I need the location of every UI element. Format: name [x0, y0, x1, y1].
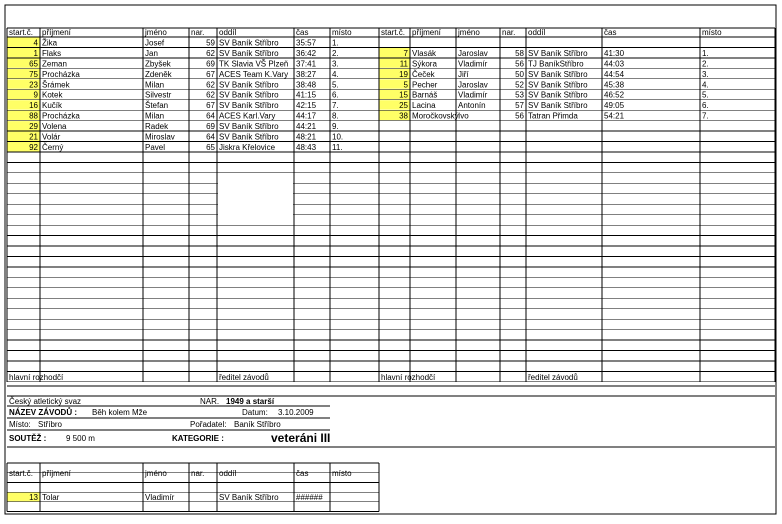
left-row-time: 48:21 [296, 132, 317, 142]
left-row-name: Zdeněk [145, 69, 172, 79]
right-row-place: 7. [702, 111, 709, 121]
left-header-surname: příjmení [42, 28, 71, 37]
right-row-surname: Sýkora [412, 59, 437, 69]
left-header-name: jméno [145, 28, 167, 37]
venue-value: Stříbro [38, 420, 63, 429]
left-row-time: 41:15 [296, 90, 317, 100]
right-row-name: Vladimír [458, 90, 488, 100]
right-chief-referee-label: hlavní rozhodčí [381, 373, 436, 382]
right-row-club: TJ BaníkStříbro [528, 59, 584, 69]
right-header-name: jméno [458, 28, 480, 37]
category-value: veteráni III [271, 431, 331, 445]
left-row-club: ACES Team K.Vary [219, 69, 289, 79]
right-row-place: 3. [702, 69, 709, 79]
left-row-club: SV Baník Stříbro [219, 122, 279, 132]
right-row-year: 56 [515, 111, 524, 121]
right-row-surname: Vlasák [412, 48, 437, 58]
union-name: Český atletický svaz [9, 397, 82, 406]
right-row-start: 11 [399, 59, 408, 69]
left-row-surname: Šrámek [42, 80, 70, 90]
right-row-surname: Čeček [412, 69, 435, 79]
left-row-start: 9 [33, 90, 38, 100]
category-label: KATEGORIE : [172, 434, 224, 443]
right-row-start: 38 [399, 111, 408, 121]
left-row-place: 11. [332, 142, 343, 152]
left-row-place: 9. [332, 122, 339, 132]
left-row-start: 1 [33, 48, 38, 58]
right-row-year: 57 [515, 101, 524, 111]
right-header-time: čas [604, 28, 617, 37]
right-row-place: 2. [702, 59, 709, 69]
left-row-place: 6. [332, 90, 339, 100]
left-header-year: nar. [191, 28, 205, 37]
left-row-start: 16 [29, 101, 38, 111]
contest-label: SOUTĚŽ : [9, 434, 47, 443]
right-row-time: 45:38 [604, 80, 625, 90]
right-row-club: SV Baník Stříbro [528, 69, 588, 79]
right-row-surname: Pecher [412, 80, 438, 90]
left-row-place: 3. [332, 59, 339, 69]
left-row-place: 2. [332, 48, 339, 58]
right-row-time: 54:21 [604, 111, 625, 121]
left-row-name: Milan [145, 80, 165, 90]
left-row-name: Pavel [145, 142, 166, 152]
bottom-header-year: nar. [191, 469, 205, 478]
right-row-club: SV Baník Stříbro [528, 80, 588, 90]
bottom-row-surname: Tolar [42, 492, 60, 502]
left-row-year: 59 [206, 38, 215, 48]
bottom-header-name: jméno [145, 469, 167, 478]
right-row-time: 44:54 [604, 69, 625, 79]
left-row-start: 75 [29, 69, 38, 79]
right-row-year: 52 [515, 80, 524, 90]
left-row-time: 36:42 [296, 48, 317, 58]
right-row-name: Vladimír [458, 59, 488, 69]
left-row-year: 62 [206, 90, 215, 100]
left-row-place: 5. [332, 80, 339, 90]
left-row-place: 7. [332, 101, 339, 111]
right-row-club: SV Baník Stříbro [528, 101, 588, 111]
left-row-time: 44:21 [296, 122, 317, 132]
left-header-start: start.č. [9, 28, 34, 37]
left-row-club: TK Slavia VŠ Plzeň [219, 59, 289, 69]
date-value: 3.10.2009 [278, 408, 314, 417]
left-header-place: místo [332, 28, 352, 37]
left-row-name: Silvestr [145, 90, 172, 100]
bottom-row-start: 13 [29, 492, 38, 502]
nar-label: NAR. [200, 397, 220, 406]
left-row-surname: Žika [42, 38, 58, 48]
right-header-club: oddíl [528, 28, 546, 37]
left-header-time: čas [296, 28, 309, 37]
left-chief-referee-label: hlavní rozhodčí [9, 373, 64, 382]
left-row-year: 67 [206, 69, 215, 79]
right-row-name: Jaroslav [458, 80, 488, 90]
left-row-surname: Flaks [42, 48, 62, 58]
organizer-value: Baník Stříbro [234, 420, 281, 429]
left-row-surname: Procházka [42, 111, 80, 121]
right-header-start: start.č. [381, 28, 406, 37]
left-row-start: 23 [29, 80, 38, 90]
bottom-header-start: start.č. [9, 469, 34, 478]
left-row-start: 88 [29, 111, 38, 121]
right-row-place: 5. [702, 90, 709, 100]
left-row-surname: Volár [42, 132, 61, 142]
right-row-place: 4. [702, 80, 709, 90]
left-row-year: 67 [206, 101, 215, 111]
right-row-year: 56 [515, 59, 524, 69]
right-row-year: 53 [515, 90, 524, 100]
left-row-time: 35:57 [296, 38, 317, 48]
left-row-club: SV Baník Stříbro [219, 48, 279, 58]
left-row-club: SV Baník Stříbro [219, 80, 279, 90]
right-row-name: Jaroslav [458, 48, 488, 58]
left-row-club: SV Baník Stříbro [219, 101, 279, 111]
right-row-name: Ivo [458, 111, 469, 121]
left-row-surname: Kotek [42, 90, 63, 100]
left-row-time: 38:27 [296, 69, 317, 79]
left-row-year: 65 [206, 142, 215, 152]
left-row-name: Jan [145, 48, 158, 58]
left-row-year: 64 [206, 132, 215, 142]
race-name-label: NÁZEV ZÁVODŮ : [9, 408, 77, 417]
right-row-time: 41:30 [604, 48, 625, 58]
bottom-header-place: místo [332, 469, 352, 478]
left-row-name: Josef [145, 38, 165, 48]
left-row-start: 65 [29, 59, 38, 69]
right-row-year: 50 [515, 69, 524, 79]
left-row-place: 10. [332, 132, 344, 142]
left-row-name: Štefan [145, 101, 169, 111]
left-row-name: Zbyšek [145, 59, 171, 69]
right-row-start: 5 [403, 80, 408, 90]
left-row-surname: Procházka [42, 69, 80, 79]
right-row-year: 58 [515, 48, 524, 58]
left-row-start: 4 [33, 38, 38, 48]
right-row-start: 19 [399, 69, 408, 79]
left-row-surname: Kučík [42, 101, 63, 111]
right-row-time: 44:03 [604, 59, 625, 69]
left-row-surname: Volena [42, 122, 67, 132]
bottom-header-surname: příjmení [42, 469, 71, 478]
right-row-place: 6. [702, 101, 709, 111]
left-row-club: SV Baník Stříbro [219, 90, 279, 100]
left-row-time: 37:41 [296, 59, 317, 69]
race-name: Běh kolem Mže [92, 408, 148, 417]
left-row-time: 44:17 [296, 111, 317, 121]
right-row-place: 1. [702, 48, 709, 58]
date-label: Datum: [242, 408, 268, 417]
right-row-club: Tatran Přimda [528, 111, 578, 121]
left-row-name: Miroslav [145, 132, 175, 142]
right-row-start: 25 [399, 101, 408, 111]
right-header-year: nar. [502, 28, 516, 37]
left-row-club: SV Baník Stříbro [219, 38, 279, 48]
left-row-name: Milan [145, 111, 165, 121]
left-row-year: 64 [206, 111, 215, 121]
right-header-surname: příjmení [412, 28, 441, 37]
right-row-surname: Barnáš [412, 90, 438, 100]
contest-value: 9 500 m [66, 434, 95, 443]
right-row-name: Antonín [458, 101, 486, 111]
left-row-place: 4. [332, 69, 339, 79]
right-row-start: 15 [399, 90, 408, 100]
right-row-time: 49:05 [604, 101, 625, 111]
right-row-surname: Moročkovský [412, 111, 459, 121]
bottom-header-club: oddíl [219, 469, 237, 478]
organizer-label: Pořadatel: [190, 420, 227, 429]
bottom-row-club: SV Baník Stříbro [219, 492, 279, 502]
venue-label: Místo: [9, 420, 31, 429]
left-row-place: 8. [332, 111, 339, 121]
right-row-name: Jiří [458, 69, 469, 79]
left-race-director-label: ředitel závodů [219, 373, 269, 382]
left-row-club: SV Baník Stříbro [219, 132, 279, 142]
bottom-row-name: Vladimír [145, 492, 175, 502]
left-row-start: 29 [29, 122, 38, 132]
right-row-club: SV Baník Stříbro [528, 48, 588, 58]
left-row-year: 69 [206, 59, 215, 69]
left-row-club: ACES Karl.Vary [219, 111, 276, 121]
left-row-year: 62 [206, 48, 215, 58]
left-row-name: Radek [145, 122, 169, 132]
left-row-club: Jiskra Křelovice [219, 142, 276, 152]
right-race-director-label: ředitel závodů [528, 373, 578, 382]
left-row-surname: Černý [42, 142, 64, 152]
left-row-time: 42:15 [296, 101, 317, 111]
right-header-place: místo [702, 28, 722, 37]
left-row-start: 21 [29, 132, 38, 142]
left-row-year: 69 [206, 122, 215, 132]
left-row-year: 62 [206, 80, 215, 90]
right-row-time: 46:52 [604, 90, 625, 100]
right-row-surname: Lacina [412, 101, 436, 111]
right-row-start: 7 [403, 48, 408, 58]
nar-value: 1949 a starší [226, 397, 275, 406]
bottom-header-time: čas [296, 469, 309, 478]
left-row-start: 92 [29, 142, 38, 152]
right-row-club: SV Baník Stříbro [528, 90, 588, 100]
left-row-surname: Zeman [42, 59, 67, 69]
left-header-club: oddíl [219, 28, 237, 37]
bottom-row-time: ###### [296, 492, 323, 502]
left-row-time: 48:43 [296, 142, 317, 152]
left-row-place: 1. [332, 38, 339, 48]
left-row-time: 38:48 [296, 80, 317, 90]
